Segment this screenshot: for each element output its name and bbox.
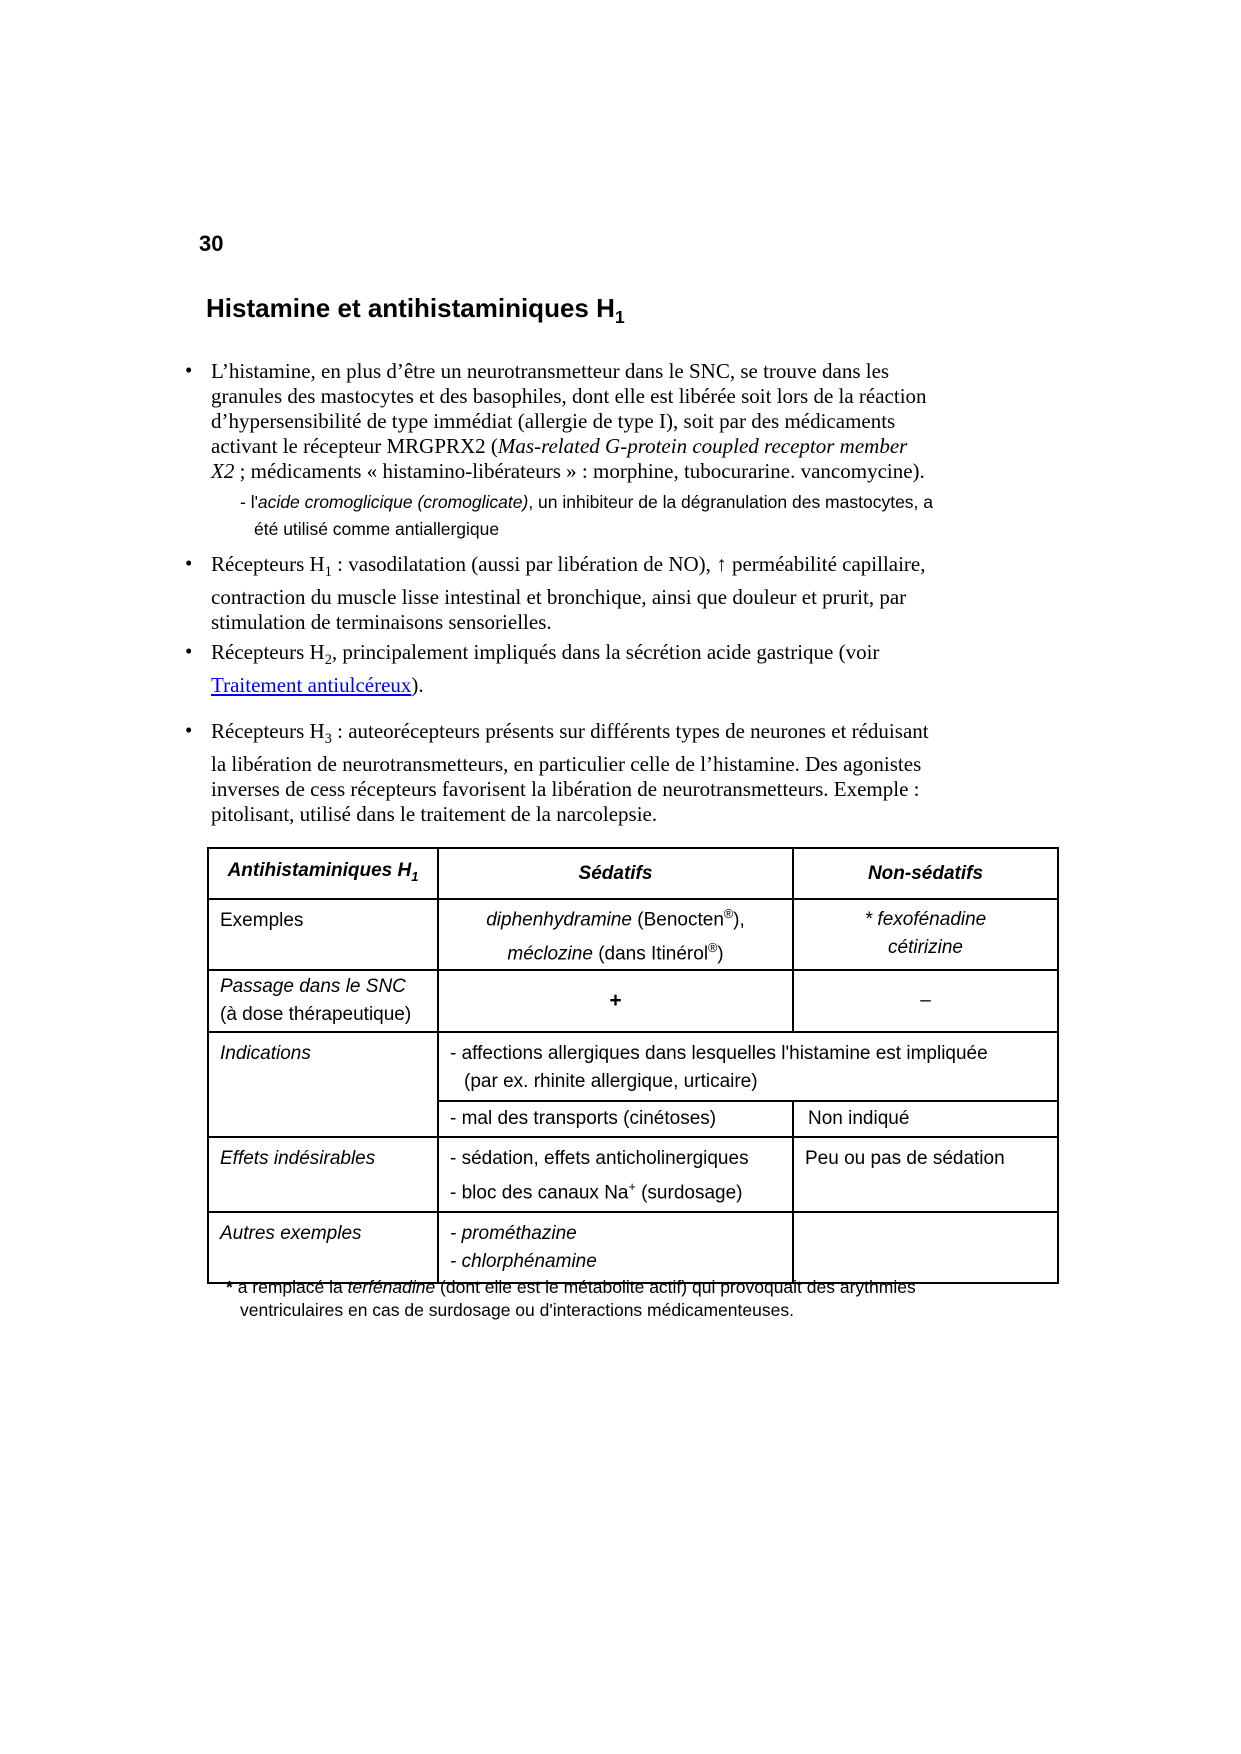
- text-segment: (à dose thérapeutique): [220, 1003, 412, 1025]
- text-line: [211, 409, 927, 434]
- table-row-autres-exemples: [208, 1212, 1058, 1283]
- bullet-item-recepteurs-h1: [185, 551, 926, 635]
- text-segment: 1: [411, 868, 419, 884]
- text-segment: Récepteurs H: [211, 552, 325, 576]
- text-line: [240, 489, 933, 516]
- text-line: [450, 1040, 1049, 1068]
- header-cell-sedatifs: [438, 848, 793, 899]
- text-segment: Indications: [220, 1042, 311, 1064]
- text-segment: X2: [211, 459, 235, 483]
- text-segment: 3: [324, 731, 332, 748]
- page-number: 30: [199, 231, 224, 256]
- bullet-text: [211, 719, 929, 827]
- text-line: [226, 1276, 916, 1299]
- text-segment: diphenhydramine: [486, 909, 632, 931]
- bullet-item-recepteurs-h3: [185, 718, 929, 827]
- text-segment: ),: [733, 909, 745, 931]
- text-line: [211, 673, 879, 698]
- text-line: [443, 934, 788, 968]
- text-segment: Non indiqué: [808, 1107, 910, 1129]
- text-segment: Histamine et antihistaminiques H: [206, 293, 615, 323]
- text-segment: 2: [324, 652, 332, 669]
- text-segment: 1: [324, 564, 332, 581]
- text-line: [211, 640, 879, 673]
- text-line: [450, 1145, 784, 1173]
- text-segment: Non-sédatifs: [867, 862, 984, 884]
- bullet-dot: •: [185, 718, 193, 742]
- text-segment: * fexofénadine: [864, 909, 987, 931]
- text-segment: : auteorécepteurs présents sur différents types de neurones et réduisant: [331, 719, 929, 743]
- text-line: [798, 906, 1053, 934]
- text-line: [220, 1001, 429, 1029]
- text-line: [211, 384, 927, 409]
- text-segment: - bloc des canaux Na: [450, 1181, 629, 1203]
- text-segment: (dont elle est le métabolite actif) qui provoquait des arythmies: [435, 1277, 916, 1297]
- bullet-dot: •: [185, 639, 193, 663]
- text-segment: granules des mastocytes et des basophiles, dont elle est libérée soit lors de la réaction: [211, 384, 927, 408]
- text-segment: ®: [708, 941, 718, 956]
- text-segment: Mas-related G-protein coupled receptor member: [497, 434, 908, 458]
- text-segment: Effets indésirables: [220, 1147, 376, 1169]
- text-segment: terfénadine: [347, 1277, 436, 1297]
- bullet-dot: •: [185, 551, 193, 575]
- table-header-row: [208, 848, 1058, 899]
- cell-indications-non-indique: [793, 1101, 1058, 1137]
- text-segment: stimulation de terminaisons sensorielles.: [211, 610, 552, 635]
- header-cell-antihistaminiques: [208, 848, 438, 899]
- text-line: [220, 973, 429, 1001]
- cell-effets-non-sedatifs: [793, 1137, 1058, 1212]
- text-segment: ↑: [716, 552, 727, 576]
- text-line: [443, 900, 788, 934]
- text-segment: d’hypersensibilité de type immédiat (allergie de type I), soit par des médicaments: [211, 409, 896, 433]
- text-segment: ®: [723, 907, 734, 921]
- text-segment: (dans Itinérol: [592, 943, 709, 965]
- text-segment: activant le récepteur MRGPRX2 (: [211, 434, 498, 458]
- text-segment: - sédation, effets anticholinergiques: [450, 1147, 749, 1169]
- footnote-terfenadine: [226, 1276, 916, 1322]
- cell-passage-non-sedatifs: [793, 970, 1058, 1032]
- text-line: [211, 585, 926, 610]
- text-segment: Récepteurs H: [211, 719, 325, 743]
- text-line: [450, 1173, 784, 1207]
- text-segment: Antihistaminiques H: [227, 859, 412, 881]
- text-segment: cétirizine: [888, 937, 963, 959]
- header-cell-non-sedatifs: [793, 848, 1058, 899]
- text-segment: +: [609, 988, 622, 1012]
- text-line: [211, 459, 927, 484]
- text-segment: Récepteurs H: [211, 640, 325, 664]
- text-segment: contraction du muscle lisse intestinal et bronchique, ainsi que douleur et prurit, par: [211, 585, 907, 610]
- text-line: [211, 752, 929, 777]
- bullet-item-recepteurs-h2: [185, 639, 880, 698]
- cell-indications-label: [208, 1032, 438, 1137]
- text-line: [450, 1248, 784, 1276]
- text-segment: - affections allergiques dans lesquelles l'histamine est impliquée: [450, 1042, 988, 1064]
- text-segment: pitolisant, utilisé dans le traitement de la narcolepsie.: [211, 802, 658, 827]
- text-line: [211, 777, 929, 802]
- table-row-exemples: [208, 899, 1058, 970]
- text-segment: 1: [614, 307, 625, 328]
- text-segment: inverses de cess récepteurs favorisent la libération de neurotransmetteurs. Exemple :: [211, 777, 920, 802]
- bullet-item-histamine: [185, 358, 927, 484]
- cell-indications-cinetoses: [438, 1101, 793, 1137]
- text-segment: perméabilité capillaire,: [726, 552, 926, 576]
- text-line: [211, 802, 929, 827]
- text-segment: Peu ou pas de sédation: [805, 1147, 1005, 1169]
- text-line: [254, 516, 933, 543]
- text-segment: ).: [411, 673, 424, 698]
- antihistaminiques-table: [207, 847, 1059, 1284]
- text-segment: - l': [240, 492, 258, 512]
- text-segment: L’histamine, en plus d’être un neurotransmetteur dans le SNC, se trouve dans les: [211, 359, 890, 383]
- table-row-indications: [208, 1032, 1058, 1101]
- text-segment: +: [628, 1179, 636, 1194]
- text-line: [211, 719, 929, 752]
- cell-exemples-sedatifs: [438, 899, 793, 970]
- text-segment: Autres exemples: [220, 1222, 362, 1244]
- cell-autres-sedatifs: [438, 1212, 793, 1283]
- text-segment: ventriculaires en cas de surdosage ou d'interactions médicamenteuses.: [240, 1300, 794, 1320]
- bullet-dot: •: [185, 358, 193, 382]
- page-title: [206, 292, 625, 333]
- cell-passage-sedatifs: [438, 970, 793, 1032]
- cell-exemples-non-sedatifs: [793, 899, 1058, 970]
- text-segment: Exemples: [220, 910, 304, 931]
- text-line: [240, 1299, 916, 1322]
- text-segment: - prométhazine: [450, 1222, 577, 1244]
- text-line: [211, 552, 926, 585]
- text-segment: été utilisé comme antiallergique: [254, 519, 500, 539]
- text-segment: - mal des transports (cinétoses): [450, 1107, 717, 1129]
- bullet-text: [211, 552, 926, 635]
- text-segment: , un inhibiteur de la dégranulation des mastocytes, a: [528, 492, 934, 512]
- text-line: [450, 1068, 1049, 1096]
- text-segment: (Benocten: [632, 909, 724, 931]
- text-segment: : vasodilatation (aussi par libération de NO),: [331, 552, 717, 576]
- text-segment: , principalement impliqués dans la sécrétion acide gastrique (voir: [331, 640, 880, 664]
- text-segment: *: [226, 1277, 238, 1297]
- text-segment: a remplacé la: [237, 1277, 348, 1297]
- text-segment: Passage dans le SNC: [220, 975, 406, 997]
- text-segment: ; médicaments « histamino-libérateurs » : morphine, tubocurarine. vancomycine).: [234, 459, 925, 483]
- text-segment: la libération de neurotransmetteurs, en particulier celle de l’histamine. Des agonistes: [211, 752, 922, 777]
- text-segment: (surdosage): [635, 1181, 743, 1203]
- table-row-passage-snc: [208, 970, 1058, 1032]
- text-line: [211, 434, 927, 459]
- text-segment: méclozine: [507, 943, 593, 965]
- text-segment: - chlorphénamine: [450, 1250, 597, 1272]
- text-segment: –: [920, 989, 931, 1011]
- cell-exemples-label: [208, 899, 438, 970]
- text-segment: acide cromoglicique (cromoglicate): [257, 492, 529, 512]
- text-segment: ): [717, 943, 724, 965]
- cell-autres-non-sedatifs: [793, 1212, 1058, 1283]
- cell-autres-label: [208, 1212, 438, 1283]
- text-line: [450, 1220, 784, 1248]
- text-line: [211, 359, 927, 384]
- cell-passage-label: [208, 970, 438, 1032]
- cell-effets-label: [208, 1137, 438, 1212]
- cell-effets-sedatifs: [438, 1137, 793, 1212]
- text-line: [798, 934, 1053, 962]
- text-line: [211, 610, 926, 635]
- cell-indications-allergies: [438, 1032, 1058, 1101]
- subnote-cromoglicate: [240, 489, 933, 543]
- bullet-text: [211, 640, 879, 698]
- table-row-effets-indesirables: [208, 1137, 1058, 1212]
- text-segment: Sédatifs: [578, 862, 653, 884]
- link-traitement-antiulcereux[interactable]: Traitement antiulcéreux: [211, 673, 412, 698]
- text-segment: (par ex. rhinite allergique, urticaire): [464, 1070, 758, 1092]
- bullet-text: [211, 359, 927, 484]
